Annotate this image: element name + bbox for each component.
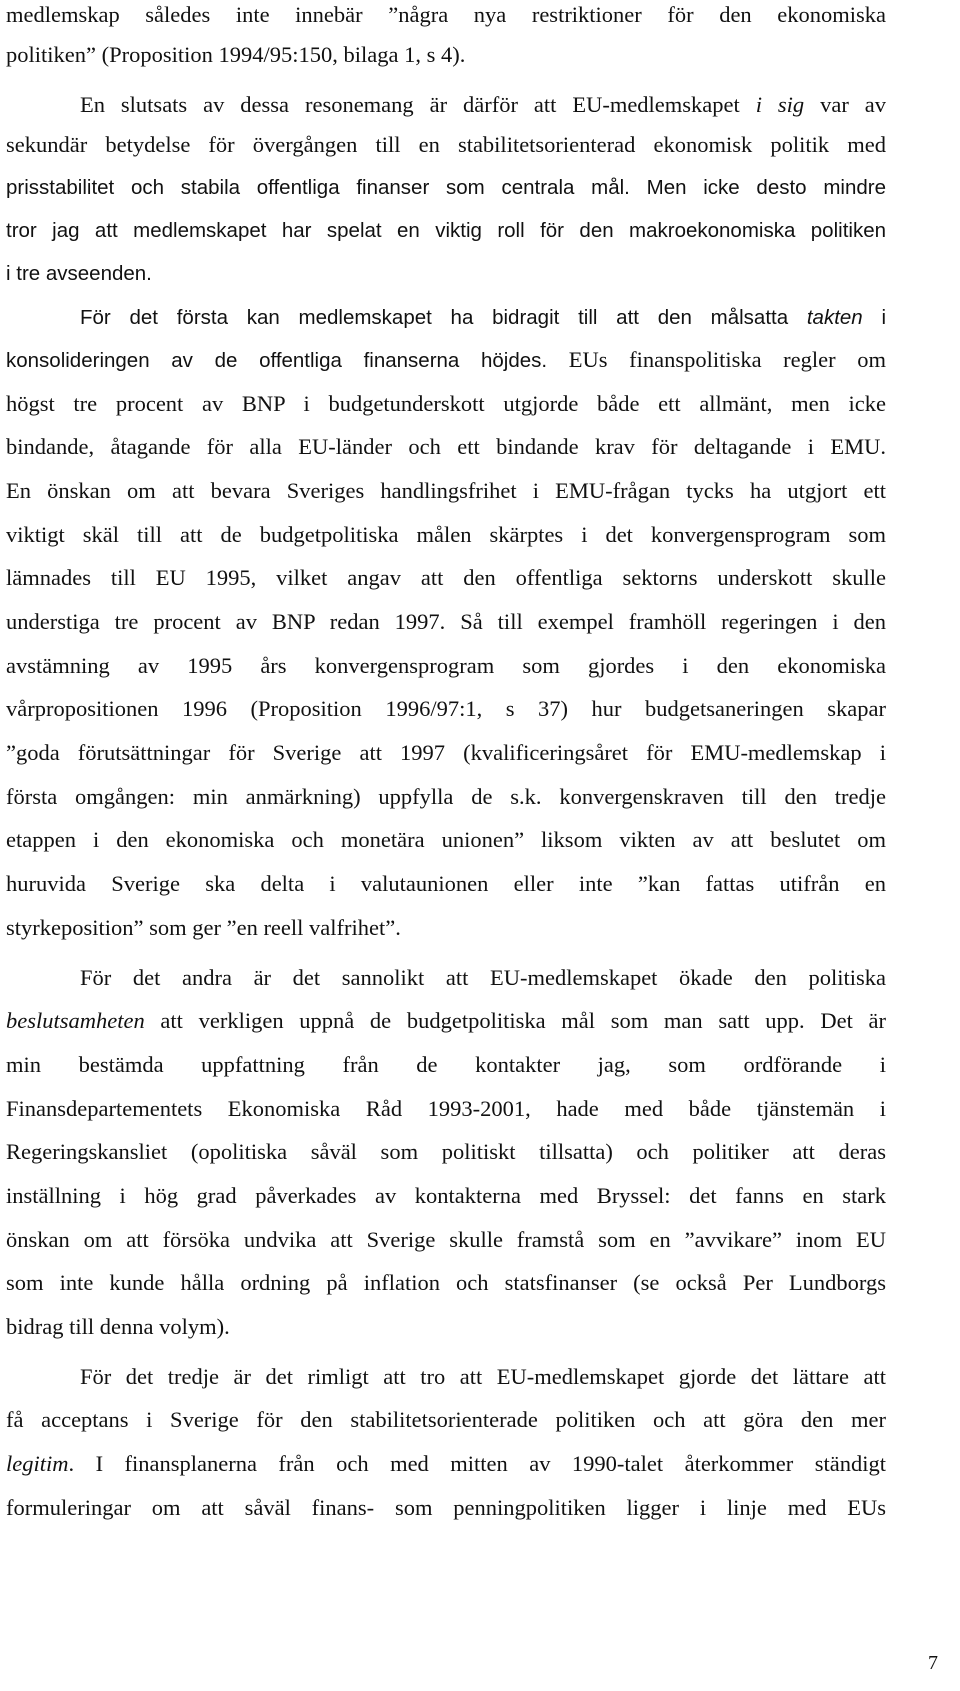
text-line: i tre avseenden.	[6, 262, 152, 285]
text-line: lämnades till EU 1995, vilket angav att den offentliga sektorns underskott skulle	[6, 565, 886, 590]
text-line: ”goda förutsättningar för Sverige att 1997 (kvalificeringsåret för EMU-medlemskap i	[6, 740, 886, 765]
text-line: Finansdepartementets Ekonomiska Råd 1993-2001, hade med både tjänstemän i	[6, 1096, 886, 1121]
text-line: formuleringar om att såväl finans- som penningpolitiken ligger i linje med EUs	[6, 1495, 886, 1520]
italic-term: i sig	[755, 92, 805, 117]
text-line: huruvida Sverige ska delta i valutaunionen eller inte ”kan fattas utifrån en	[6, 871, 886, 896]
text-line: understiga tre procent av BNP redan 1997. Så till exempel framhöll regeringen i den	[6, 609, 886, 634]
text-line: viktigt skäl till att de budgetpolitiska målen skärptes i det konvergensprogram som	[6, 522, 886, 547]
text-line: politiken” (Proposition 1994/95:150, bilaga 1, s 4).	[6, 42, 466, 67]
text-line: prisstabilitet och stabila offentliga finanser som centrala mål. Men icke desto mindre	[6, 176, 886, 199]
text-line: En slutsats av dessa resonemang är därför att EU-medlemskapet i sig var av	[80, 92, 887, 117]
text-line: konsolideringen av de offentliga finanserna höjdes. EUs finanspolitiska regler om	[6, 347, 886, 372]
text-line: En önskan om att bevara Sveriges handlingsfrihet i EMU-frågan tycks ha utgjort ett	[6, 478, 886, 503]
text-line: avstämning av 1995 års konvergensprogram som gjordes i den ekonomiska	[6, 653, 886, 678]
italic-term: takten	[806, 306, 863, 329]
italic-term: legitim	[6, 1451, 69, 1476]
text-line: vårpropositionen 1996 (Proposition 1996/97:1, s 37) hur budgetsaneringen skapar	[6, 696, 886, 721]
page-number: 7	[928, 1652, 938, 1674]
text-line: första omgången: min anmärkning) uppfylla de s.k. konvergenskraven till den tredje	[6, 784, 886, 809]
text-line: För det första kan medlemskapet ha bidragit till att den målsatta takten i	[80, 306, 886, 329]
text-line: bidrag till denna volym).	[6, 1314, 230, 1339]
text-line: För det tredje är det rimligt att tro att EU-medlemskapet gjorde det lättare att	[80, 1364, 886, 1389]
text-line: För det andra är det sannolikt att EU-medlemskapet ökade den politiska	[80, 965, 886, 990]
text-line: etappen i den ekonomiska och monetära unionen” liksom vikten av att beslutet om	[6, 827, 886, 852]
text-line: få acceptans i Sverige för den stabilitetsorienterade politiken och att göra den mer	[6, 1407, 886, 1432]
text-line: bindande, åtagande för alla EU-länder och ett bindande krav för deltagande i EMU.	[6, 434, 886, 459]
italic-term: beslutsamheten	[6, 1008, 145, 1033]
text-line: legitim. I finansplanerna från och med mitten av 1990-talet återkommer ständigt	[6, 1451, 886, 1476]
text-line: min bestämda uppfattning från de kontakter jag, som ordförande i	[6, 1052, 886, 1077]
text-line: tror jag att medlemskapet har spelat en viktig roll för den makroekonomiska politiken	[6, 219, 886, 242]
text-line: högst tre procent av BNP i budgetunderskott utgjorde både ett allmänt, men icke	[6, 391, 886, 416]
text-line: beslutsamheten att verkligen uppnå de budgetpolitiska mål som man satt upp. Det är	[6, 1008, 886, 1033]
text-line: som inte kunde hålla ordning på inflation och statsfinanser (se också Per Lundborgs	[6, 1270, 886, 1295]
text-line: sekundär betydelse för övergången till en stabilitetsorienterad ekonomisk politik med	[6, 132, 886, 157]
text-line: inställning i hög grad påverkades av kontakterna med Bryssel: det fanns en stark	[6, 1183, 886, 1208]
text-line: styrkeposition” som ger ”en reell valfrihet”.	[6, 915, 401, 940]
text-line: önskan om att försöka undvika att Sverige skulle framstå som en ”avvikare” inom EU	[6, 1227, 886, 1252]
text-line: Regeringskansliet (opolitiska såväl som politiskt tillsatta) och politiker att deras	[6, 1139, 886, 1164]
text-line: medlemskap således inte innebär ”några nya restriktioner för den ekonomiska	[6, 2, 886, 27]
